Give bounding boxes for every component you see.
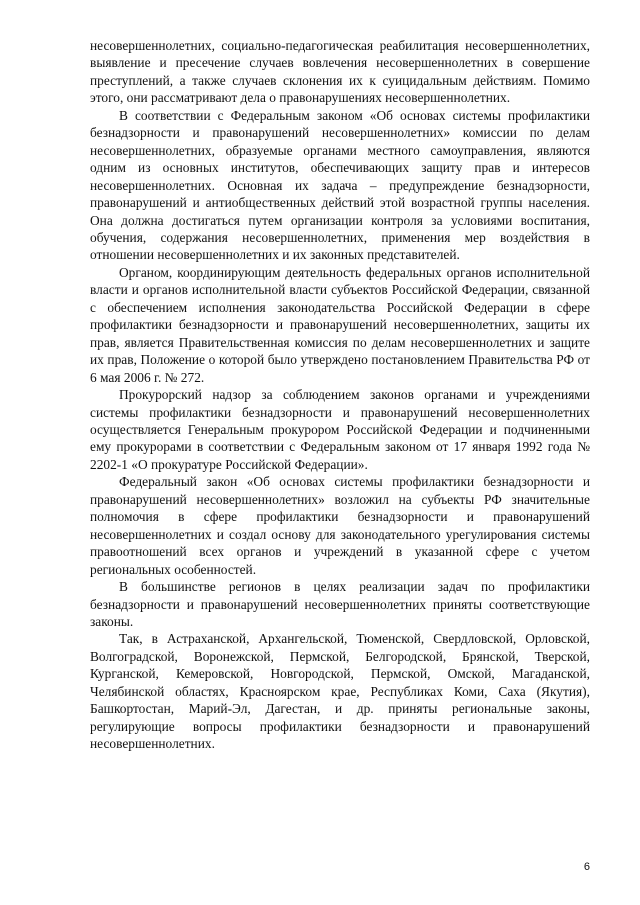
body-text [90, 37, 590, 753]
paragraph: Так, в Астраханской, Архангельской, Тюменской, Свердловской, Орловской, Волгоградской, Воронежской, Пермской, Белгородской, Брянской, Тверской, Курганской, Кемеровской, Новгородской, Пермской, Омской, Магаданской, Челябинской областях, Красноярском крае, Республиках Коми, Саха (Якутия), Башкортостан, Марий-Эл, Дагестан, и др. приняты региональные законы, регулирующие вопросы профилактики безнадзорности и правонарушений несовершеннолетних. [90, 631, 590, 752]
paragraph: В большинстве регионов в целях реализации задач по профилактики безнадзорности и правонарушений несовершеннолетних приняты соответствующие законы. [90, 579, 590, 629]
page-number: 6 [583, 861, 590, 873]
paragraph: Прокурорский надзор за соблюдением законов органами и учреждениями системы профилактики безнадзорности и правонарушений несовершеннолетних осуществляется Генеральным прокурором Российской Федерации и подчиненными ему прокурорами в соответствии с Федеральным законом от 17 января 1992 года № 2202-1 «О прокуратуре Российской Федерации». [90, 387, 590, 472]
paragraph: Органом, координирующим деятельность федеральных органов исполнительной власти и органов исполнительной власти субъектов Российской Федерации, связанной с обеспечением исполнения законодательства Российской Федерации в сфере профилактики безнадзорности и правонарушений несовершеннолетних, защиты их прав, является Правительственная комиссия по делам несовершеннолетних и защите их прав, Положение о которой было утверждено постановлением Правительства РФ от 6 мая 2006 г. № 272. [90, 264, 590, 385]
paragraph: Федеральный закон «Об основах системы профилактики безнадзорности и правонарушений несовершеннолетних» возложил на субъекты РФ значительные полномочия в сфере профилактики безнадзорности и правонарушений несовершеннолетних и создал основу для законодательного урегулирования системы правоотношений всех органов и учреждений в указанной сфере с учетом региональных особенностей. [90, 474, 590, 577]
paragraph: В соответствии с Федеральным законом «Об основах системы профилактики безнадзорности и правонарушений несовершеннолетних» комиссии по делам несовершеннолетних, образуемые органами местного самоуправления, являются одним из основных институтов, обеспечивающих защиту прав и интересов несовершеннолетних. Основная их задача – предупреждение безнадзорности, правонарушений и антиобщественных действий этой возрастной группы населения. Она должна достигаться путем организации контроля за условиями воспитания, обучения, содержания несовершеннолетних, применения мер воздействия в отношении несовершеннолетних и их законных представителей. [90, 107, 590, 263]
paragraph-continuation: несовершеннолетних, социально-педагогическая реабилитация несовершеннолетних, выявление и пресечение случаев вовлечения несовершеннолетних в совершение преступлений, а также случаев склонения их к суицидальным действиям. Помимо этого, они рассматривают дела о правонарушениях несовершеннолетних. [90, 38, 590, 106]
